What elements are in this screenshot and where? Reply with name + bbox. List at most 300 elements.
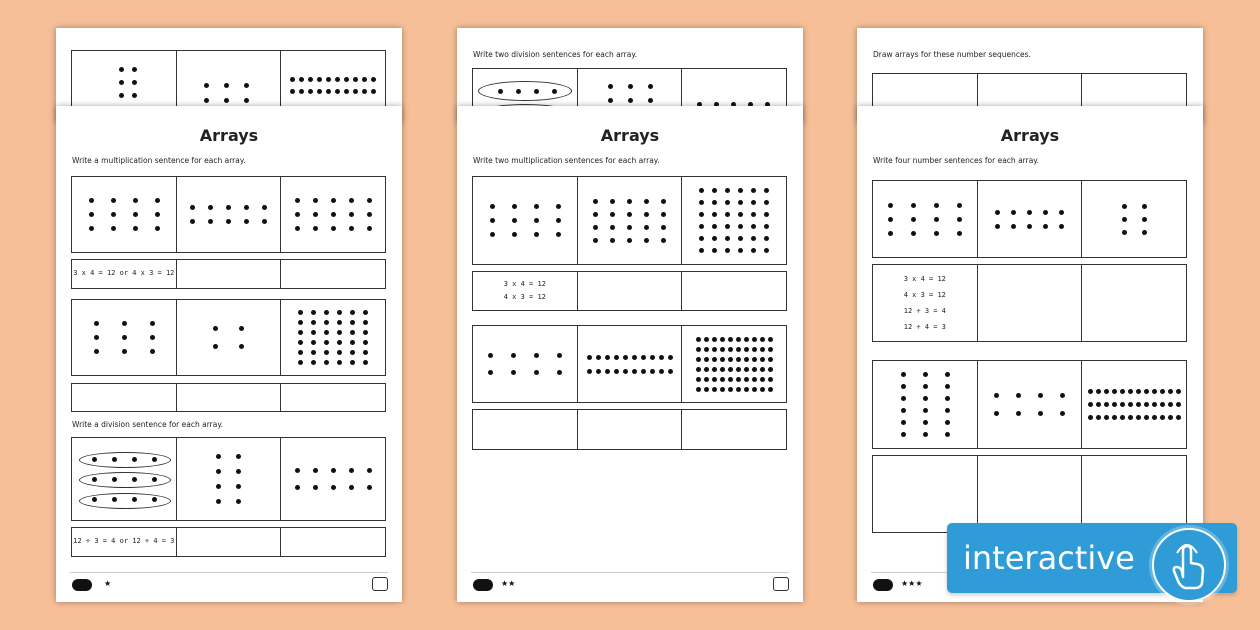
answer-cell[interactable]: [176, 260, 281, 288]
array-dot: [768, 367, 773, 372]
array-cell: [176, 300, 281, 375]
array-dot: [923, 408, 928, 413]
array-dot: [696, 337, 701, 342]
array-dot: [190, 205, 195, 210]
array-dot: [490, 232, 495, 237]
array-dot: [728, 347, 733, 352]
array-dot: [557, 353, 562, 358]
array-cell: [473, 326, 577, 402]
array-dot: [728, 337, 733, 342]
array-dot: [112, 497, 117, 502]
array-dot: [313, 468, 318, 473]
array-dot: [534, 204, 539, 209]
array-dot: [760, 367, 765, 372]
array-dot: [488, 370, 493, 375]
answer-cell[interactable]: [977, 456, 1082, 532]
answer-cell[interactable]: [72, 384, 176, 411]
array-dot: [512, 232, 517, 237]
array-dot: [945, 372, 950, 377]
array-dot: [704, 367, 709, 372]
answer-cell[interactable]: [1081, 265, 1186, 341]
array-dot: [295, 485, 300, 490]
array-dot: [216, 454, 221, 459]
array-dot: [650, 369, 655, 374]
array-dot: [363, 340, 368, 345]
array-dot: [295, 212, 300, 217]
array-dot: [324, 340, 329, 345]
instruction-text: Write a division sentence for each array.: [72, 420, 224, 429]
array-dot: [764, 224, 769, 229]
array-grid: [472, 325, 787, 403]
array-dot: [122, 321, 127, 326]
array-dot: [593, 212, 598, 217]
difficulty-stars: ★★★: [901, 579, 923, 588]
array-dot: [650, 355, 655, 360]
array-cell: [72, 438, 176, 520]
array-dot: [337, 350, 342, 355]
array-dot: [331, 212, 336, 217]
array-dot: [744, 377, 749, 382]
array-grid: [872, 360, 1187, 449]
array-dot: [728, 357, 733, 362]
array-dot: [488, 353, 493, 358]
array-cell: [280, 300, 385, 375]
array-dot: [699, 200, 704, 205]
array-dot: [298, 330, 303, 335]
array-dot: [349, 226, 354, 231]
array-dot: [911, 203, 916, 208]
array-dot: [668, 355, 673, 360]
array-dot: [317, 89, 322, 94]
array-cell: [977, 361, 1082, 448]
array-dot: [728, 387, 733, 392]
array-dot: [299, 77, 304, 82]
array-dot: [744, 367, 749, 372]
array-dot: [945, 384, 950, 389]
array-dot: [751, 188, 756, 193]
array-dot: [610, 212, 615, 217]
answer-cell[interactable]: [873, 265, 977, 341]
array-dot: [1104, 402, 1109, 407]
array-dot: [1128, 389, 1133, 394]
array-dot: [367, 212, 372, 217]
array-dot: [699, 188, 704, 193]
array-dot: [720, 347, 725, 352]
array-dot: [768, 347, 773, 352]
array-dot: [1059, 210, 1064, 215]
array-dot: [324, 330, 329, 335]
array-dot: [659, 369, 664, 374]
array-dot: [1168, 415, 1173, 420]
array-dot: [239, 344, 244, 349]
array-dot: [752, 387, 757, 392]
answer-cell[interactable]: [473, 410, 577, 449]
array-dot: [311, 350, 316, 355]
array-dot: [371, 89, 376, 94]
array-dot: [362, 89, 367, 94]
difficulty-stars: ★: [104, 579, 112, 588]
answer-cell[interactable]: [280, 528, 385, 556]
array-dot: [888, 231, 893, 236]
array-dot: [313, 226, 318, 231]
touch-hand-icon: [1149, 525, 1229, 605]
array-dot: [89, 226, 94, 231]
array-dot: [299, 89, 304, 94]
array-dot: [623, 369, 628, 374]
array-dot: [1160, 389, 1165, 394]
array-dot: [1122, 217, 1127, 222]
array-dot: [155, 212, 160, 217]
array-dot: [752, 347, 757, 352]
array-dot: [363, 320, 368, 325]
answer-cell[interactable]: [473, 272, 577, 310]
array-dot: [350, 350, 355, 355]
array-dot: [1104, 389, 1109, 394]
answer-text: 12 ÷ 4 = 3: [903, 323, 946, 332]
array-dot: [353, 77, 358, 82]
answer-text: 12 ÷ 3 = 4 or 12 ÷ 4 = 3: [73, 537, 175, 546]
array-dot: [1060, 411, 1065, 416]
array-dot: [752, 357, 757, 362]
array-dot: [596, 355, 601, 360]
array-dot: [132, 457, 137, 462]
array-dot: [1176, 402, 1181, 407]
array-cell: [577, 326, 682, 402]
array-dot: [627, 212, 632, 217]
array-dot: [593, 238, 598, 243]
answer-cell[interactable]: [280, 260, 385, 288]
array-dot: [150, 321, 155, 326]
array-dot: [213, 326, 218, 331]
array-dot: [350, 310, 355, 315]
instruction-text: Write four number sentences for each array.: [873, 156, 1040, 165]
answer-text: 4 x 3 = 12: [503, 293, 546, 301]
array-dot: [1027, 210, 1032, 215]
array-dot: [367, 485, 372, 490]
array-dot: [337, 310, 342, 315]
answer-cell[interactable]: [1081, 456, 1186, 532]
array-dot: [720, 357, 725, 362]
array-dot: [1043, 210, 1048, 215]
array-dot: [934, 203, 939, 208]
array-dot: [122, 335, 127, 340]
array-dot: [349, 468, 354, 473]
array-dot: [738, 200, 743, 205]
array-dot: [945, 432, 950, 437]
array-dot: [1120, 389, 1125, 394]
array-dot: [668, 369, 673, 374]
array-grid: [71, 437, 386, 521]
array-dot: [945, 408, 950, 413]
answer-cell[interactable]: [577, 410, 682, 449]
array-dot: [534, 218, 539, 223]
answer-text: 4 x 3 = 12: [903, 290, 946, 299]
array-dot: [752, 377, 757, 382]
array-dot: [367, 226, 372, 231]
array-dot: [1027, 224, 1032, 229]
array-dot: [311, 360, 316, 365]
answer-row: [872, 455, 1187, 533]
instruction-text: Write two multiplication sentences for each array.: [473, 156, 660, 165]
array-dot: [764, 200, 769, 205]
array-dot: [911, 217, 916, 222]
brand-badge-icon: [372, 577, 388, 591]
array-dot: [311, 320, 316, 325]
array-dot: [934, 217, 939, 222]
array-dot: [704, 337, 709, 342]
array-dot: [696, 377, 701, 382]
array-dot: [720, 377, 725, 382]
array-dot: [923, 372, 928, 377]
array-dot: [712, 248, 717, 253]
array-dot: [350, 340, 355, 345]
array-dot: [728, 377, 733, 382]
array-dot: [736, 357, 741, 362]
array-dot: [696, 387, 701, 392]
answer-cell[interactable]: [72, 528, 176, 556]
worksheet-title: Arrays: [600, 126, 660, 145]
array-dot: [335, 89, 340, 94]
array-dot: [610, 225, 615, 230]
array-dot: [337, 320, 342, 325]
array-dot: [1088, 402, 1093, 407]
array-cell: [473, 177, 577, 264]
array-dot: [623, 355, 628, 360]
array-dot: [557, 370, 562, 375]
array-dot: [295, 198, 300, 203]
array-dot: [216, 499, 221, 504]
array-dot: [696, 357, 701, 362]
array-cell: [1081, 361, 1186, 448]
answer-text: 12 ÷ 3 = 4: [903, 307, 946, 315]
array-dot: [712, 236, 717, 241]
array-dot: [556, 232, 561, 237]
array-dot: [1176, 415, 1181, 420]
array-dot: [605, 369, 610, 374]
array-dot: [768, 387, 773, 392]
interactive-button[interactable]: [947, 523, 1237, 593]
array-dot: [751, 236, 756, 241]
array-cell: [977, 181, 1082, 257]
array-dot: [1112, 415, 1117, 420]
array-dot: [764, 248, 769, 253]
array-dot: [923, 420, 928, 425]
answer-cell[interactable]: [577, 272, 682, 310]
array-dot: [1016, 411, 1021, 416]
array-dot: [152, 497, 157, 502]
array-dot: [132, 477, 137, 482]
answer-cell[interactable]: [176, 528, 281, 556]
array-dot: [1136, 415, 1141, 420]
array-dot: [1136, 389, 1141, 394]
array-dot: [720, 337, 725, 342]
array-dot: [751, 224, 756, 229]
answer-text: 3 x 4 = 12 or 4 x 3 = 12: [73, 269, 175, 278]
instruction-text: Write two division sentences for each array.: [473, 50, 638, 59]
array-dot: [92, 457, 97, 462]
array-dot: [712, 387, 717, 392]
array-dot: [150, 335, 155, 340]
array-dot: [344, 77, 349, 82]
array-dot: [298, 340, 303, 345]
array-dot: [945, 420, 950, 425]
array-dot: [923, 432, 928, 437]
array-dot: [331, 485, 336, 490]
array-dot: [111, 212, 116, 217]
twinkl-logo: [72, 579, 92, 591]
array-dot: [610, 238, 615, 243]
array-cell: [577, 177, 682, 264]
array-dot: [614, 369, 619, 374]
array-dot: [1142, 230, 1147, 235]
array-dot: [1144, 389, 1149, 394]
array-dot: [751, 200, 756, 205]
array-dot: [226, 205, 231, 210]
array-dot: [696, 367, 701, 372]
array-dot: [752, 337, 757, 342]
array-dot: [1142, 217, 1147, 222]
array-dot: [712, 212, 717, 217]
interactive-label: interactive: [963, 539, 1135, 577]
answer-cell[interactable]: [72, 260, 176, 288]
array-dot: [313, 198, 318, 203]
array-dot: [324, 310, 329, 315]
array-dot: [349, 485, 354, 490]
array-dot: [614, 355, 619, 360]
array-dot: [324, 360, 329, 365]
array-dot: [957, 203, 962, 208]
array-dot: [641, 369, 646, 374]
array-dot: [317, 77, 322, 82]
array-dot: [534, 232, 539, 237]
array-dot: [587, 369, 592, 374]
array-dot: [1160, 402, 1165, 407]
array-dot: [363, 310, 368, 315]
array-dot: [1152, 389, 1157, 394]
array-dot: [362, 77, 367, 82]
array-dot: [94, 321, 99, 326]
array-dot: [363, 350, 368, 355]
array-dot: [534, 353, 539, 358]
array-dot: [331, 468, 336, 473]
array-dot: [490, 218, 495, 223]
array-dot: [644, 225, 649, 230]
array-dot: [190, 219, 195, 224]
array-dot: [911, 231, 916, 236]
array-dot: [363, 360, 368, 365]
array-dot: [760, 357, 765, 362]
array-dot: [712, 200, 717, 205]
array-dot: [661, 199, 666, 204]
array-dot: [888, 217, 893, 222]
brand-badge-icon: [773, 577, 789, 591]
array-dot: [89, 212, 94, 217]
answer-cell[interactable]: [977, 265, 1082, 341]
array-dot: [313, 212, 318, 217]
array-dot: [768, 377, 773, 382]
answer-cell[interactable]: [681, 410, 786, 449]
answer-cell[interactable]: [280, 384, 385, 411]
array-dot: [736, 337, 741, 342]
array-dot: [593, 225, 598, 230]
array-dot: [367, 198, 372, 203]
array-dot: [995, 224, 1000, 229]
array-grid: [71, 176, 386, 253]
array-dot: [94, 335, 99, 340]
array-dot: [1152, 402, 1157, 407]
array-dot: [725, 212, 730, 217]
array-dot: [534, 370, 539, 375]
array-dot: [295, 226, 300, 231]
array-dot: [313, 485, 318, 490]
array-dot: [738, 224, 743, 229]
array-dot: [92, 477, 97, 482]
worksheet-title: Arrays: [199, 126, 259, 145]
array-dot: [945, 396, 950, 401]
answer-cell[interactable]: [176, 384, 281, 411]
array-dot: [1096, 389, 1101, 394]
array-dot: [605, 355, 610, 360]
array-dot: [236, 484, 241, 489]
answer-text: 3 x 4 = 12: [903, 274, 946, 283]
array-dot: [587, 355, 592, 360]
worksheet-title: Arrays: [1000, 126, 1060, 145]
array-dot: [208, 219, 213, 224]
answer-cell[interactable]: [873, 456, 977, 532]
worksheet-footer: [70, 572, 388, 592]
array-dot: [712, 337, 717, 342]
array-dot: [298, 360, 303, 365]
array-dot: [1060, 393, 1065, 398]
difficulty-stars: ★★: [501, 579, 516, 588]
array-dot: [661, 238, 666, 243]
array-dot: [1016, 393, 1021, 398]
array-dot: [736, 367, 741, 372]
array-dot: [725, 200, 730, 205]
array-dot: [1096, 415, 1101, 420]
array-dot: [744, 357, 749, 362]
array-dot: [738, 248, 743, 253]
array-dot: [712, 367, 717, 372]
array-dot: [335, 77, 340, 82]
array-dot: [934, 231, 939, 236]
array-dot: [704, 347, 709, 352]
array-dot: [216, 469, 221, 474]
array-dot: [337, 330, 342, 335]
array-dot: [901, 420, 906, 425]
worksheet-2: [457, 106, 803, 602]
answer-cell[interactable]: [681, 272, 786, 310]
array-dot: [736, 377, 741, 382]
array-dot: [764, 188, 769, 193]
array-dot: [308, 89, 313, 94]
array-dot: [610, 199, 615, 204]
array-dot: [1168, 389, 1173, 394]
array-dot: [1011, 224, 1016, 229]
array-dot: [644, 212, 649, 217]
array-dot: [1112, 389, 1117, 394]
array-dot: [94, 349, 99, 354]
array-dot: [957, 231, 962, 236]
array-dot: [659, 355, 664, 360]
array-dot: [353, 89, 358, 94]
array-dot: [132, 497, 137, 502]
array-dot: [298, 350, 303, 355]
array-dot: [1144, 402, 1149, 407]
array-dot: [363, 330, 368, 335]
array-dot: [371, 77, 376, 82]
array-dot: [704, 387, 709, 392]
